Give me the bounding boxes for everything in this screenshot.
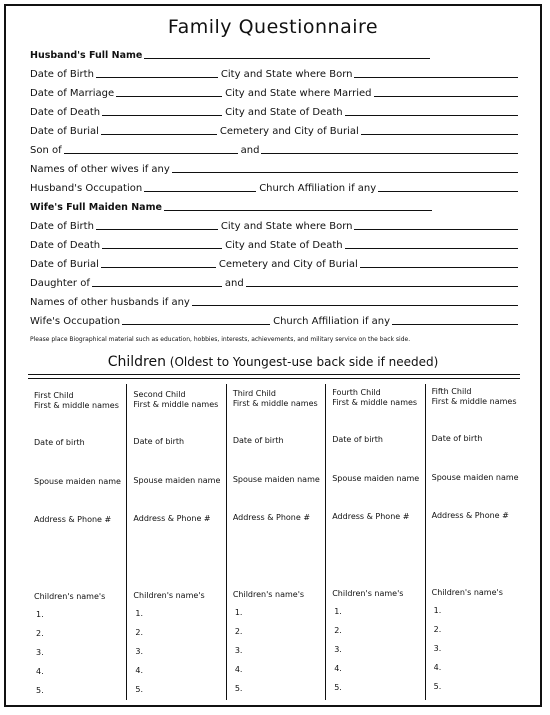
wife-maiden-name-field[interactable] (164, 209, 432, 211)
wife-death-place-field[interactable] (345, 247, 518, 249)
husband-occupation-row (30, 180, 518, 194)
son-of-mother-field[interactable] (261, 152, 518, 154)
grandchild-number: 4. (334, 664, 342, 673)
child-address-label: Address & Phone # (431, 511, 509, 520)
husband-full-name-field[interactable] (144, 57, 430, 59)
husband-burial-row (30, 123, 518, 137)
other-wives-field[interactable] (172, 171, 518, 173)
grandchild-number: 3. (334, 645, 342, 654)
child-header: Third Child (232, 389, 276, 398)
grandchild-number: 3. (234, 646, 243, 655)
other-husbands-field[interactable] (192, 304, 518, 306)
husband-dob-field[interactable] (96, 76, 218, 78)
marriage-place-label: City and State where Married (225, 88, 372, 99)
grandchild-number: 4. (433, 663, 442, 672)
children-divider-top (28, 374, 520, 375)
child-spouse-label: Spouse maiden name (232, 475, 320, 484)
husband-church-label: Church Affiliation if any (259, 183, 377, 194)
husband-occupation-label: Husband's Occupation (30, 183, 143, 194)
children-heading (6, 354, 540, 370)
child-dob-label: Date of birth (431, 434, 483, 443)
marriage-date-field[interactable] (116, 95, 222, 97)
wife-born-place-label: City and State where Born (220, 221, 353, 232)
wife-maiden-name-label: Wife's Full Maiden Name (30, 202, 162, 213)
wife-dod-label: Date of Death (30, 240, 101, 251)
grandchild-number: 4. (36, 667, 44, 676)
husband-burial-date-field[interactable] (101, 133, 217, 135)
child-address-label: Address & Phone # (133, 514, 211, 523)
husband-full-name-row (30, 47, 518, 61)
grandchild-number: 2. (433, 625, 442, 634)
child-names-label: First & middle names (34, 401, 119, 410)
grandchild-number: 5. (234, 684, 243, 693)
child-names-label: First & middle names (431, 397, 517, 406)
child-spouse-label: Spouse maiden name (133, 476, 221, 485)
grandchild-number: 1. (234, 608, 243, 617)
husband-dod-field[interactable] (102, 114, 222, 116)
wife-dob-field[interactable] (96, 228, 218, 230)
husband-birth-row (30, 66, 518, 80)
child-grandchildren-label: Children's name's (332, 589, 404, 598)
daughter-of-label: Daughter of (30, 278, 90, 289)
grandchild-number: 5. (36, 686, 44, 695)
grandchild-number: 3. (36, 648, 44, 657)
questionnaire-page (4, 4, 542, 707)
grandchild-number: 2. (135, 628, 144, 637)
wife-occupation-field[interactable] (122, 323, 270, 325)
wife-church-field[interactable] (392, 323, 518, 325)
marriage-date-label: Date of Marriage (30, 88, 115, 99)
grandchild-number: 2. (234, 627, 243, 636)
child-names-label: First & middle names (232, 399, 318, 408)
son-of-and-label: and (240, 145, 260, 156)
other-husbands-row (30, 294, 518, 308)
wife-cemetery-field[interactable] (360, 266, 518, 268)
child-dob-label: Date of birth (232, 436, 284, 445)
husband-cemetery-field[interactable] (361, 133, 518, 135)
children-heading-main: Children (107, 354, 166, 370)
husband-full-name-label: Husband's Full Name (30, 50, 143, 61)
wife-death-place-label: City and State of Death (225, 240, 343, 251)
grandchild-number: 1. (334, 607, 342, 616)
child-address-label: Address & Phone # (34, 515, 112, 524)
grandchild-number: 4. (135, 666, 144, 675)
child-spouse-label: Spouse maiden name (332, 474, 420, 483)
grandchild-number: 2. (36, 629, 44, 638)
wife-born-place-field[interactable] (354, 228, 518, 230)
wife-dob-label: Date of Birth (30, 221, 94, 232)
daughter-of-and-label: and (224, 278, 244, 289)
wife-birth-row (30, 218, 518, 232)
other-husbands-label: Names of other husbands if any (30, 297, 190, 308)
grandchild-number: 5. (334, 683, 342, 692)
son-of-row (30, 142, 518, 156)
daughter-of-row (30, 275, 518, 289)
children-divider-bottom (28, 378, 520, 379)
child-grandchildren-label: Children's name's (431, 588, 503, 597)
other-wives-label: Names of other wives if any (30, 164, 170, 175)
wife-burial-date-field[interactable] (101, 266, 216, 268)
wife-dod-field[interactable] (102, 247, 222, 249)
wife-burial-row (30, 256, 518, 270)
husband-death-place-label: City and State of Death (225, 107, 343, 118)
wife-death-row (30, 237, 518, 251)
husband-born-place-field[interactable] (354, 76, 518, 78)
son-of-label: Son of (30, 145, 62, 156)
wife-occupation-row (30, 313, 518, 327)
child-header: Fifth Child (431, 387, 472, 396)
grandchild-number: 2. (334, 626, 342, 635)
grandchild-number: 1. (433, 606, 442, 615)
husband-burial-date-label: Date of Burial (30, 126, 99, 137)
child-dob-label: Date of birth (332, 435, 383, 444)
husband-dod-label: Date of Death (30, 107, 101, 118)
page-title: Family Questionnaire (167, 16, 379, 38)
child-grandchildren-label: Children's name's (34, 592, 106, 601)
children-grid (28, 384, 524, 700)
grandchild-number: 5. (433, 682, 442, 691)
child-header: Second Child (133, 390, 186, 399)
marriage-place-field[interactable] (374, 95, 518, 97)
biographical-note: Please place Biographical material such as education, hobbies, interests, achievements, and military service on the back side. (30, 336, 411, 343)
child-column-1 (28, 384, 126, 700)
child-names-label: First & middle names (332, 398, 418, 407)
child-column-2 (126, 384, 225, 700)
wife-burial-date-label: Date of Burial (30, 259, 99, 270)
son-of-father-field[interactable] (64, 152, 238, 154)
grandchild-number: 4. (234, 665, 243, 674)
child-dob-label: Date of birth (133, 437, 185, 446)
other-wives-row (30, 161, 518, 175)
daughter-of-father-field[interactable] (92, 285, 222, 287)
grandchild-number: 3. (135, 647, 144, 656)
child-names-label: First & middle names (133, 400, 219, 409)
husband-born-place-label: City and State where Born (220, 69, 353, 80)
grandchild-number: 3. (433, 644, 442, 653)
husband-cemetery-label: Cemetery and City of Burial (219, 126, 359, 137)
husband-dob-label: Date of Birth (30, 69, 94, 80)
husband-death-row (30, 104, 518, 118)
daughter-of-mother-field[interactable] (246, 285, 518, 287)
wife-occupation-label: Wife's Occupation (30, 316, 121, 327)
wife-church-label: Church Affiliation if any (273, 316, 391, 327)
child-spouse-label: Spouse maiden name (431, 473, 519, 482)
grandchild-number: 1. (135, 609, 144, 618)
husband-church-field[interactable] (378, 190, 518, 192)
wife-maiden-name-row (30, 199, 518, 213)
husband-occupation-field[interactable] (144, 190, 256, 192)
child-header: First Child (34, 391, 74, 400)
child-spouse-label: Spouse maiden name (34, 477, 121, 486)
wife-cemetery-label: Cemetery and City of Burial (218, 259, 358, 270)
child-header: Fourth Child (332, 388, 381, 397)
husband-marriage-row (30, 85, 518, 99)
child-address-label: Address & Phone # (332, 512, 410, 521)
husband-death-place-field[interactable] (345, 114, 518, 116)
child-grandchildren-label: Children's name's (232, 590, 305, 599)
child-grandchildren-label: Children's name's (133, 591, 205, 600)
child-column-3 (226, 384, 325, 700)
child-address-label: Address & Phone # (232, 513, 311, 522)
child-dob-label: Date of birth (34, 438, 85, 447)
child-column-5 (425, 384, 524, 700)
children-heading-sub: (Oldest to Youngest-use back side if needed) (169, 355, 439, 369)
grandchild-number: 5. (135, 685, 144, 694)
child-column-4 (325, 384, 424, 700)
grandchild-number: 1. (36, 610, 44, 619)
